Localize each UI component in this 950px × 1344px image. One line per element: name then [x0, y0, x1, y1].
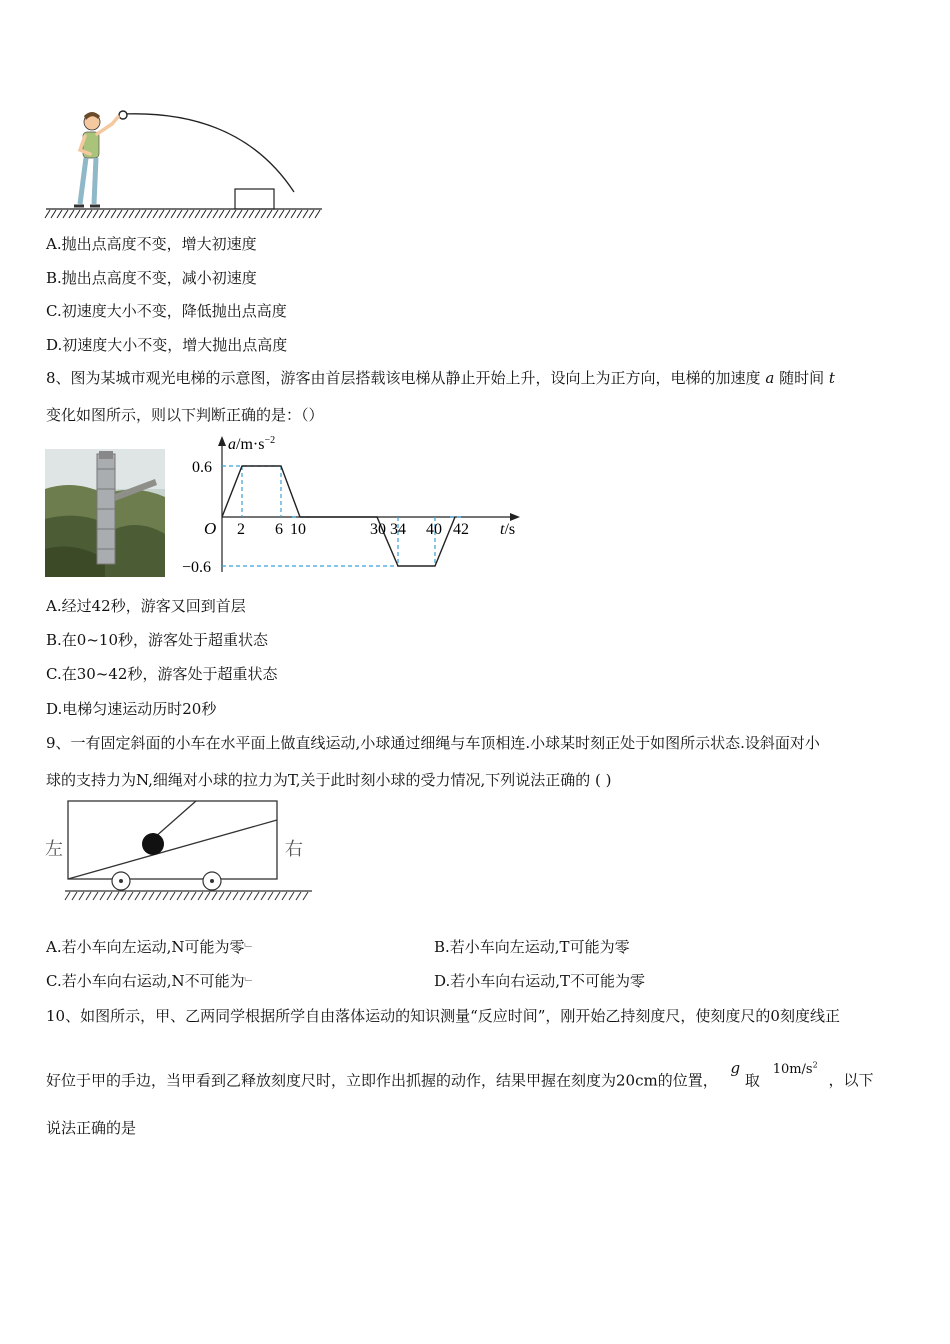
- y-label: $a/m\cdot s^{-2}$: [228, 435, 276, 453]
- q8-option-b: B.在0~10秒，游客处于超重状态: [46, 631, 268, 649]
- q9-option-c: C.若小车向右运动,N不可能为﹂: [46, 972, 255, 990]
- y-tick-neg: −0.6: [182, 559, 212, 576]
- q8-option-d: D.电梯匀速运动历时20秒: [46, 700, 217, 718]
- g-value: $10m/s^2$: [772, 1061, 818, 1078]
- elevator-photo: [45, 449, 165, 577]
- label-left: 左: [45, 839, 63, 859]
- wheel-left: [112, 872, 130, 890]
- ball: [119, 111, 127, 119]
- x-tick-30: 30: [370, 521, 386, 538]
- q7-option-d: D.初速度大小不变，增大抛出点高度: [46, 336, 288, 354]
- q10-stem-line2: [46, 1059, 874, 1092]
- y-axis-arrow: [218, 436, 226, 446]
- q8-option-c: C.在30~42秒，游客处于超重状态: [46, 665, 278, 683]
- q9-stem-line1: 9、一有固定斜面的小车在水平面上做直线运动,小球通过细绳与车顶相连.小球某时刻正处于如图所示状态.设斜面对小: [46, 734, 820, 752]
- x-tick-34: 34: [390, 521, 406, 538]
- q10-stem-text-a: 好位于甲的手边，当甲看到乙释放刻度尺时，立即作出抓握的动作，结果甲握在刻度为20cm的位置，: [46, 1071, 718, 1090]
- q7-option-c: C.初速度大小不变，降低抛出点高度: [46, 302, 287, 320]
- y-tick-pos: 0.6: [192, 459, 212, 476]
- q8-stem-text-b: 随时间: [779, 369, 825, 387]
- q8-option-a: A.经过42秒，游客又回到首层: [46, 597, 246, 615]
- var-t: t: [828, 369, 835, 387]
- throw-figure: [40, 100, 330, 225]
- ball: [142, 833, 164, 855]
- q8-stem-line2: 变化如图所示，则以下判断正确的是：（）: [46, 406, 324, 424]
- x-label: t/s: [500, 521, 516, 538]
- x-tick-42: 42: [453, 521, 469, 538]
- person-figure: [74, 112, 118, 206]
- wheel-right: [203, 872, 221, 890]
- take-label: 取: [744, 1071, 760, 1090]
- q8-stem-line1: [46, 368, 835, 388]
- acceleration-time-graph: [180, 432, 530, 580]
- x-tick-6: 6: [275, 521, 283, 538]
- x-tick-10: 10: [290, 521, 306, 538]
- x-axis-arrow: [510, 513, 520, 521]
- q10-stem-line3: 说法正确的是: [46, 1119, 137, 1137]
- q9-option-b: B.若小车向左运动,T可能为零: [434, 938, 630, 956]
- label-right: 右: [285, 839, 303, 859]
- ground-hatching: [65, 892, 308, 900]
- origin-label: O: [204, 519, 217, 538]
- ground-hatching: [45, 210, 320, 218]
- x-tick-2: 2: [237, 521, 245, 538]
- trajectory-curve: [124, 114, 294, 192]
- var-a: a: [765, 369, 775, 387]
- acceleration-curve: [222, 466, 455, 566]
- q9-option-a: A.若小车向左运动,N可能为零﹂: [46, 938, 255, 956]
- q8-stem-text-a: 8、图为某城市观光电梯的示意图，游客由首层搭载该电梯从静止开始上升，设向上为正方向，电梯的加速度: [46, 369, 761, 387]
- q7-option-b: B.抛出点高度不变，减小初速度: [46, 269, 257, 287]
- cart-incline-figure: [40, 798, 320, 910]
- q10-stem-text-b: ，以下: [828, 1071, 874, 1090]
- q9-stem-line2: 球的支持力为N,细绳对小球的拉力为T,关于此时刻小球的受力情况,下列说法正确的 ( ): [46, 771, 612, 789]
- cart-body: [68, 801, 277, 879]
- q9-option-d: D.若小车向右运动,T不可能为零: [434, 972, 646, 990]
- var-g: g: [730, 1059, 741, 1078]
- q7-option-a: A.抛出点高度不变，增大初速度: [46, 235, 257, 253]
- q10-stem-line1: 10、如图所示，甲、乙两同学根据所学自由落体运动的知识测量“反应时间”，刚开始乙持刻度尺，使刻度尺的0刻度线正: [46, 1007, 840, 1025]
- target-box: [235, 189, 274, 209]
- x-tick-40: 40: [426, 521, 442, 538]
